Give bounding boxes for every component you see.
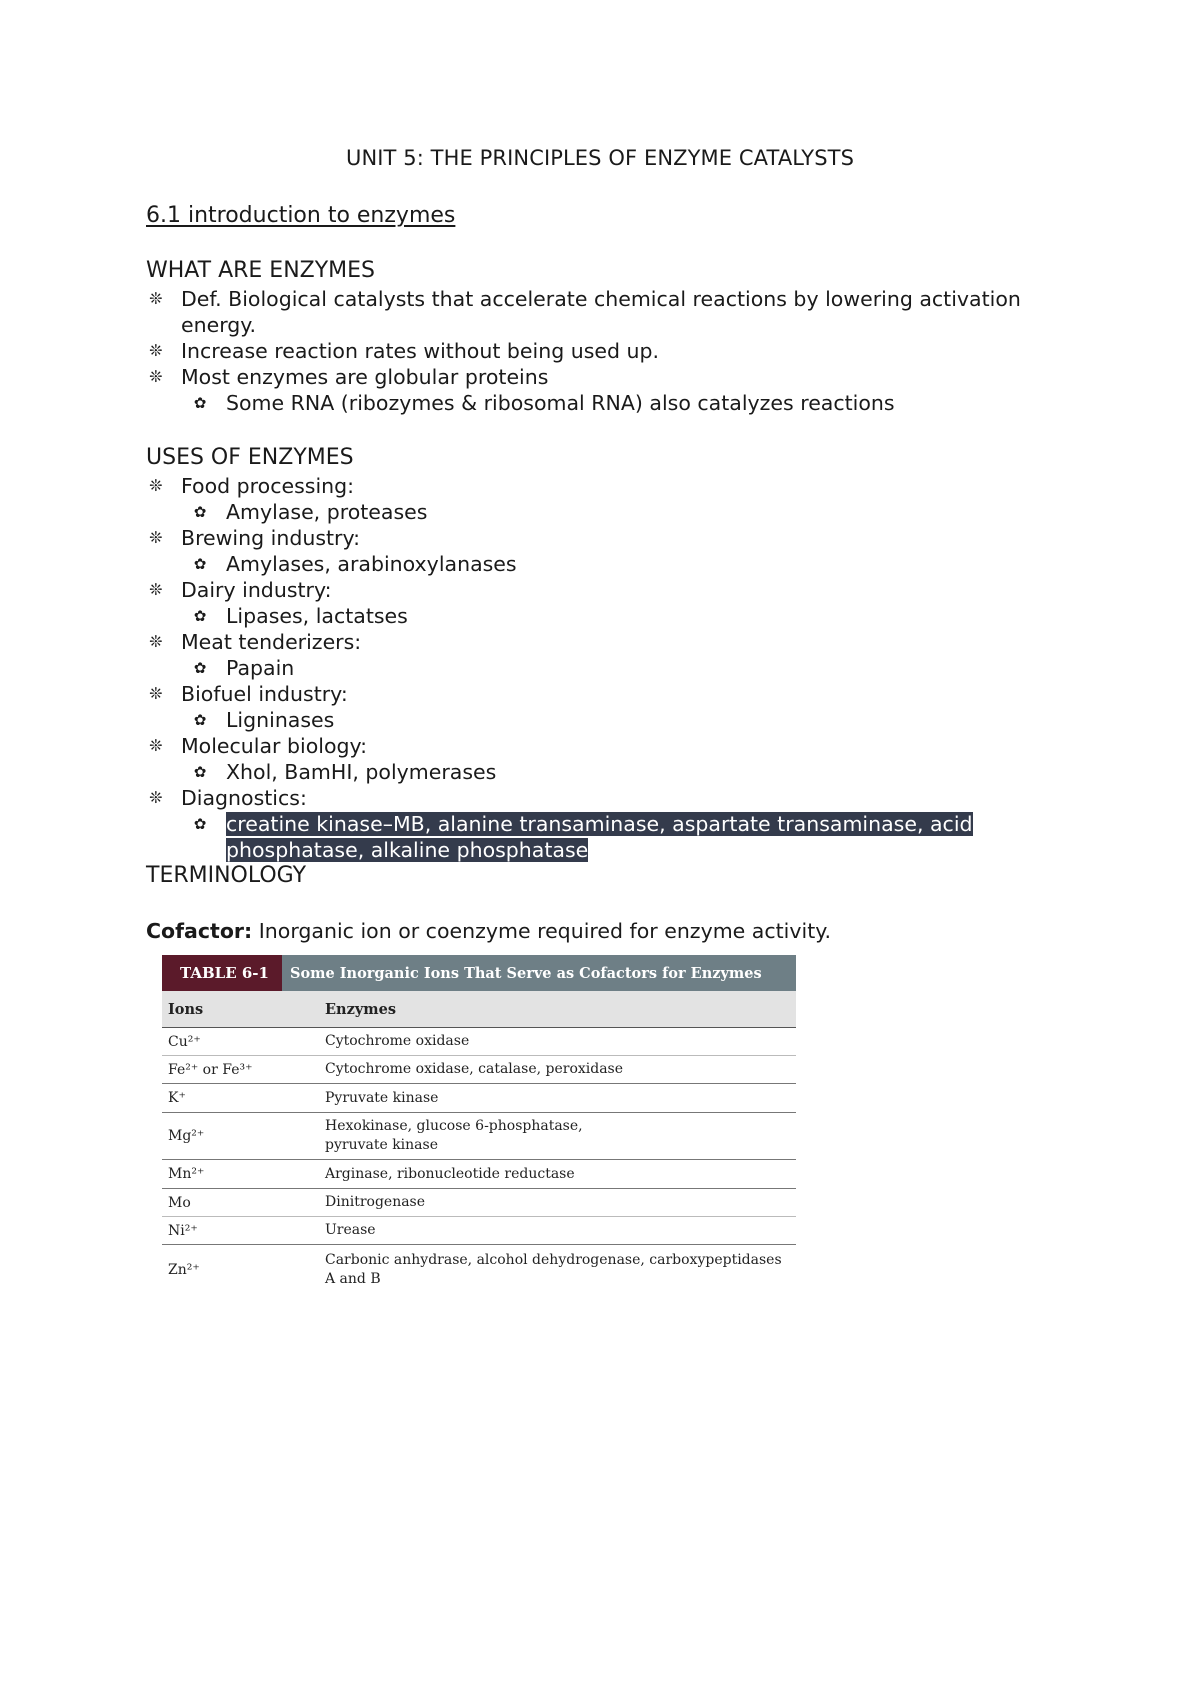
terminology-heading: TERMINOLOGY [146,863,307,888]
sub-list-item: ✿ Amylase, proteases [146,499,1066,525]
uses-of-enzymes-heading: USES OF ENZYMES [146,445,354,470]
sub-bullet-icon: ✿ [193,815,207,833]
sub-bullet-icon: ✿ [193,659,207,677]
bullet-icon: ❊ [149,580,163,599]
cofactor-definition [146,919,831,943]
column-header-enzymes: Enzymes [325,1000,396,1018]
bullet-icon: ❊ [149,476,163,495]
table-row: Mg²⁺ Hexokinase, glucose 6-phosphatase, pyruvate kinase [162,1113,796,1160]
column-header-ions: Ions [168,1000,204,1018]
bullet-icon: ❊ [149,341,163,360]
list-item: ❊ Molecular biology: [146,733,1066,759]
selected-text[interactable]: creatine kinase–MB, alanine transaminase, aspartate transaminase, acid phosphatase, alkaline phosphatase [226,812,973,862]
sub-list-item: ✿ Xhol, BamHI, polymerases [146,759,1066,785]
table-row: Cu²⁺ Cytochrome oxidase [162,1028,796,1056]
list-item: ❊ Def. Biological catalysts that accelerate chemical reactions by lowering activation energy. [146,286,1066,338]
what-are-enzymes-list [146,286,1066,416]
sub-list-item: ✿ Amylases, arabinoxylanases [146,551,1066,577]
table-row: Mo Dinitrogenase [162,1189,796,1217]
sub-bullet-icon: ✿ [193,503,207,521]
list-item: ❊ Most enzymes are globular proteins [146,364,1066,390]
list-item: ❊ Diagnostics: [146,785,1066,811]
table-row: Ni²⁺ Urease [162,1217,796,1245]
what-are-enzymes-heading: WHAT ARE ENZYMES [146,258,376,283]
table-row: K⁺ Pyruvate kinase [162,1084,796,1113]
table-row: Mn²⁺ Arginase, ribonucleotide reductase [162,1160,796,1189]
bullet-icon: ❊ [149,289,163,308]
list-item: ❊ Increase reaction rates without being used up. [146,338,1066,364]
table-number: TABLE 6-1 [162,955,282,991]
sub-list-item: ✿ Some RNA (ribozymes & ribosomal RNA) also catalyzes reactions [146,390,1066,416]
sub-bullet-icon: ✿ [193,711,207,729]
list-item: ❊ Food processing: [146,473,1066,499]
cofactor-label: Cofactor: [146,919,253,943]
sub-list-item: ✿ Lipases, lactatses [146,603,1066,629]
page-title: UNIT 5: THE PRINCIPLES OF ENZYME CATALYSTS [345,146,855,170]
table-caption: Some Inorganic Ions That Serve as Cofactors for Enzymes [282,955,796,991]
sub-list-item: ✿ Papain [146,655,1066,681]
sub-bullet-icon: ✿ [193,607,207,625]
table-column-headers [162,991,796,1028]
list-item: ❊ Dairy industry: [146,577,1066,603]
list-item: ❊ Brewing industry: [146,525,1066,551]
bullet-icon: ❊ [149,788,163,807]
sub-list-item: ✿ Ligninases [146,707,1066,733]
sub-bullet-icon: ✿ [193,394,207,412]
bullet-icon: ❊ [149,684,163,703]
bullet-icon: ❊ [149,632,163,651]
sub-bullet-icon: ✿ [193,763,207,781]
table-row: Fe²⁺ or Fe³⁺ Cytochrome oxidase, catalase, peroxidase [162,1056,796,1084]
uses-of-enzymes-list [146,473,1066,863]
table-header-bar [162,955,796,991]
section-heading: 6.1 introduction to enzymes [146,203,456,228]
bullet-icon: ❊ [149,528,163,547]
bullet-icon: ❊ [149,736,163,755]
sub-list-item-highlighted [146,811,1066,863]
cofactor-ions-table [162,955,796,1295]
sub-bullet-icon: ✿ [193,555,207,573]
list-item: ❊ Meat tenderizers: [146,629,1066,655]
cofactor-text: Inorganic ion or coenzyme required for enzyme activity. [252,919,831,943]
bullet-icon: ❊ [149,367,163,386]
list-item: ❊ Biofuel industry: [146,681,1066,707]
table-row: Zn²⁺ Carbonic anhydrase, alcohol dehydrogenase, carboxypeptidases A and B [168,1252,782,1287]
